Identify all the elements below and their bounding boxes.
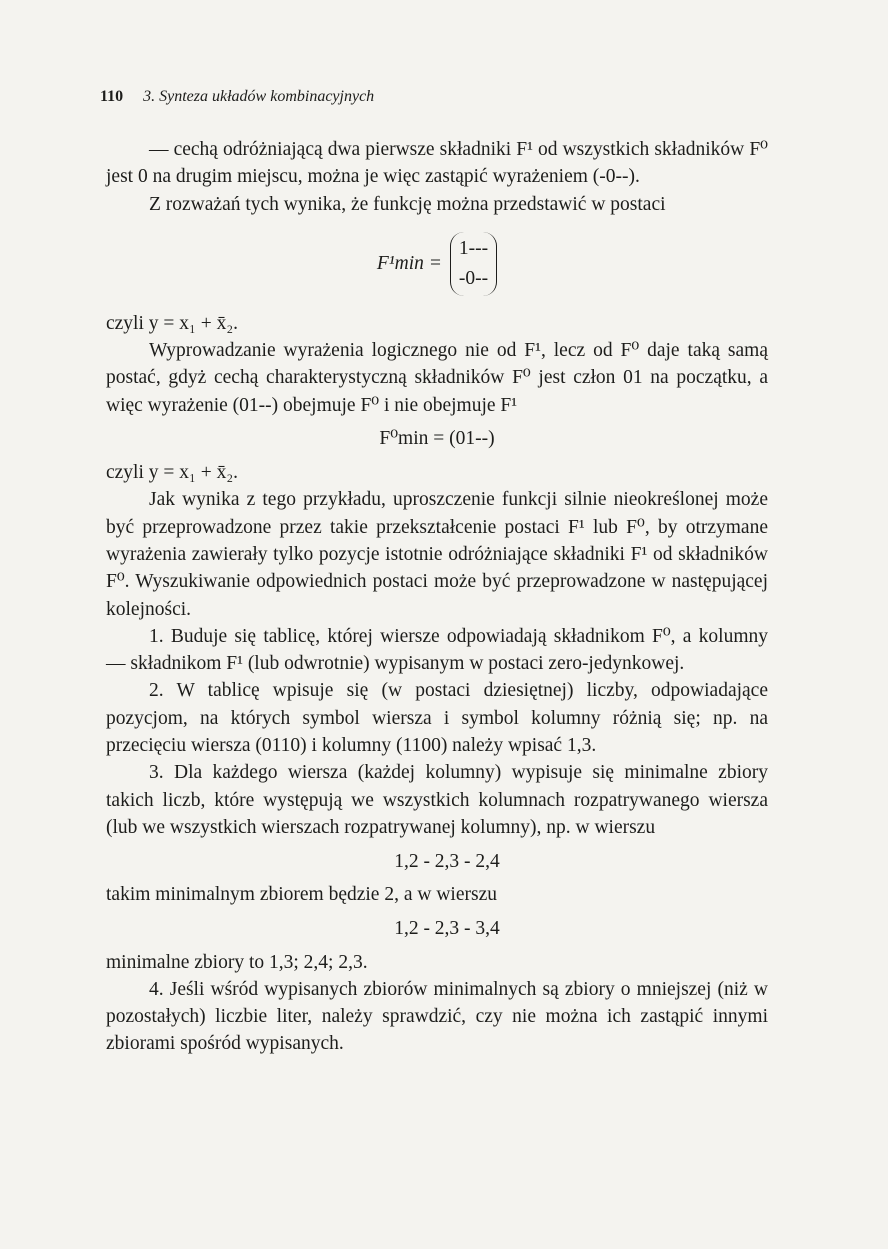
- matrix-row-1: 1---: [458, 237, 489, 259]
- number-row-2: [106, 909, 768, 949]
- paragraph-11: minimalne zbiory to 1,3; 2,4; 2,3.: [106, 951, 368, 973]
- equation-f0-text: F⁰min = (01--): [379, 428, 495, 450]
- matrix-row-2: -0--: [458, 267, 489, 289]
- paragraph-3: czyli y = x₁ + x̄₂.: [106, 312, 238, 334]
- number-row-1: [106, 841, 768, 881]
- chapter-title: 3. Synteza układów kombinacyjnych: [143, 88, 375, 105]
- paragraph-5: czyli y = x₁ + x̄₂.: [106, 462, 238, 484]
- page-header: [100, 88, 374, 106]
- number-row-2-text: 1,2 - 2,3 - 3,4: [394, 917, 500, 939]
- paragraph-6: Jak wynika z tego przykładu, uproszczenie funkcji silnie nieokreślonej może być przeprowadzone przez takie przekształcenie postaci F¹ lub F⁰, by otrzymane wyrażenia zawierały tylko pozycje istotnie odróżniające składniki F¹ od składników F⁰. Wyszukiwanie odpowiednich postaci może być przeprowadzone w następującej kolejności.: [106, 489, 768, 620]
- equation-f1-lhs: F¹min =: [376, 253, 442, 275]
- equation-f1-min: [106, 218, 768, 310]
- paragraph-4: Wyprowadzanie wyrażenia logicznego nie od F¹, lecz od F⁰ daje taką samą postać, gdyż cechą charakterystyczną składników F⁰ jest człon 01 na początku, a więc wyrażenie (01--) obejmuje F⁰ i nie obejmuje F¹: [106, 340, 768, 416]
- page-number: 110: [100, 88, 124, 105]
- paragraph-12: 4. Jeśli wśród wypisanych zbiorów minimalnych są zbiory o mniejszej (niż w pozostałych) liczbie liter, należy sprawdzić, czy nie można ich zastąpić innymi zbiorami spośród wypisanych.: [106, 978, 768, 1055]
- paragraph-7: 1. Buduje się tablicę, której wiersze odpowiadają składnikom F⁰, a kolumny — składnikom F¹ (lub odwrotnie) wypisanym w postaci zero-jedynkowej.: [106, 625, 768, 675]
- paragraph-10: takim minimalnym zbiorem będzie 2, a w wierszu: [106, 884, 497, 906]
- equation-f1-matrix: [450, 232, 497, 296]
- equation-f0-min: [106, 419, 768, 459]
- paragraph-1: — cechą odróżniającą dwa pierwsze składniki F¹ od wszystkich składników F⁰ jest 0 na drugim miejscu, można je więc zastąpić wyrażeniem (-0--).: [106, 139, 768, 188]
- body-text: [106, 136, 768, 1058]
- paragraph-2: Z rozważań tych wynika, że funkcję można przedstawić w postaci: [149, 193, 666, 215]
- number-row-1-text: 1,2 - 2,3 - 2,4: [394, 850, 500, 872]
- paragraph-9: 3. Dla każdego wiersza (każdej kolumny) wypisuje się minimalne zbiory takich liczb, które występują we wszystkich kolumnach rozpatrywanego wiersza (lub we wszystkich wierszach rozpatrywanej kolumny), np. w wierszu: [106, 762, 768, 838]
- paragraph-8: 2. W tablicę wpisuje się (w postaci dziesiętnej) liczby, odpowiadające pozycjom, na których symbol wiersza i symbol kolumny różnią się; np. na przecięciu wiersza (0110) i kolumny (1100) należy wpisać 1,3.: [106, 680, 768, 757]
